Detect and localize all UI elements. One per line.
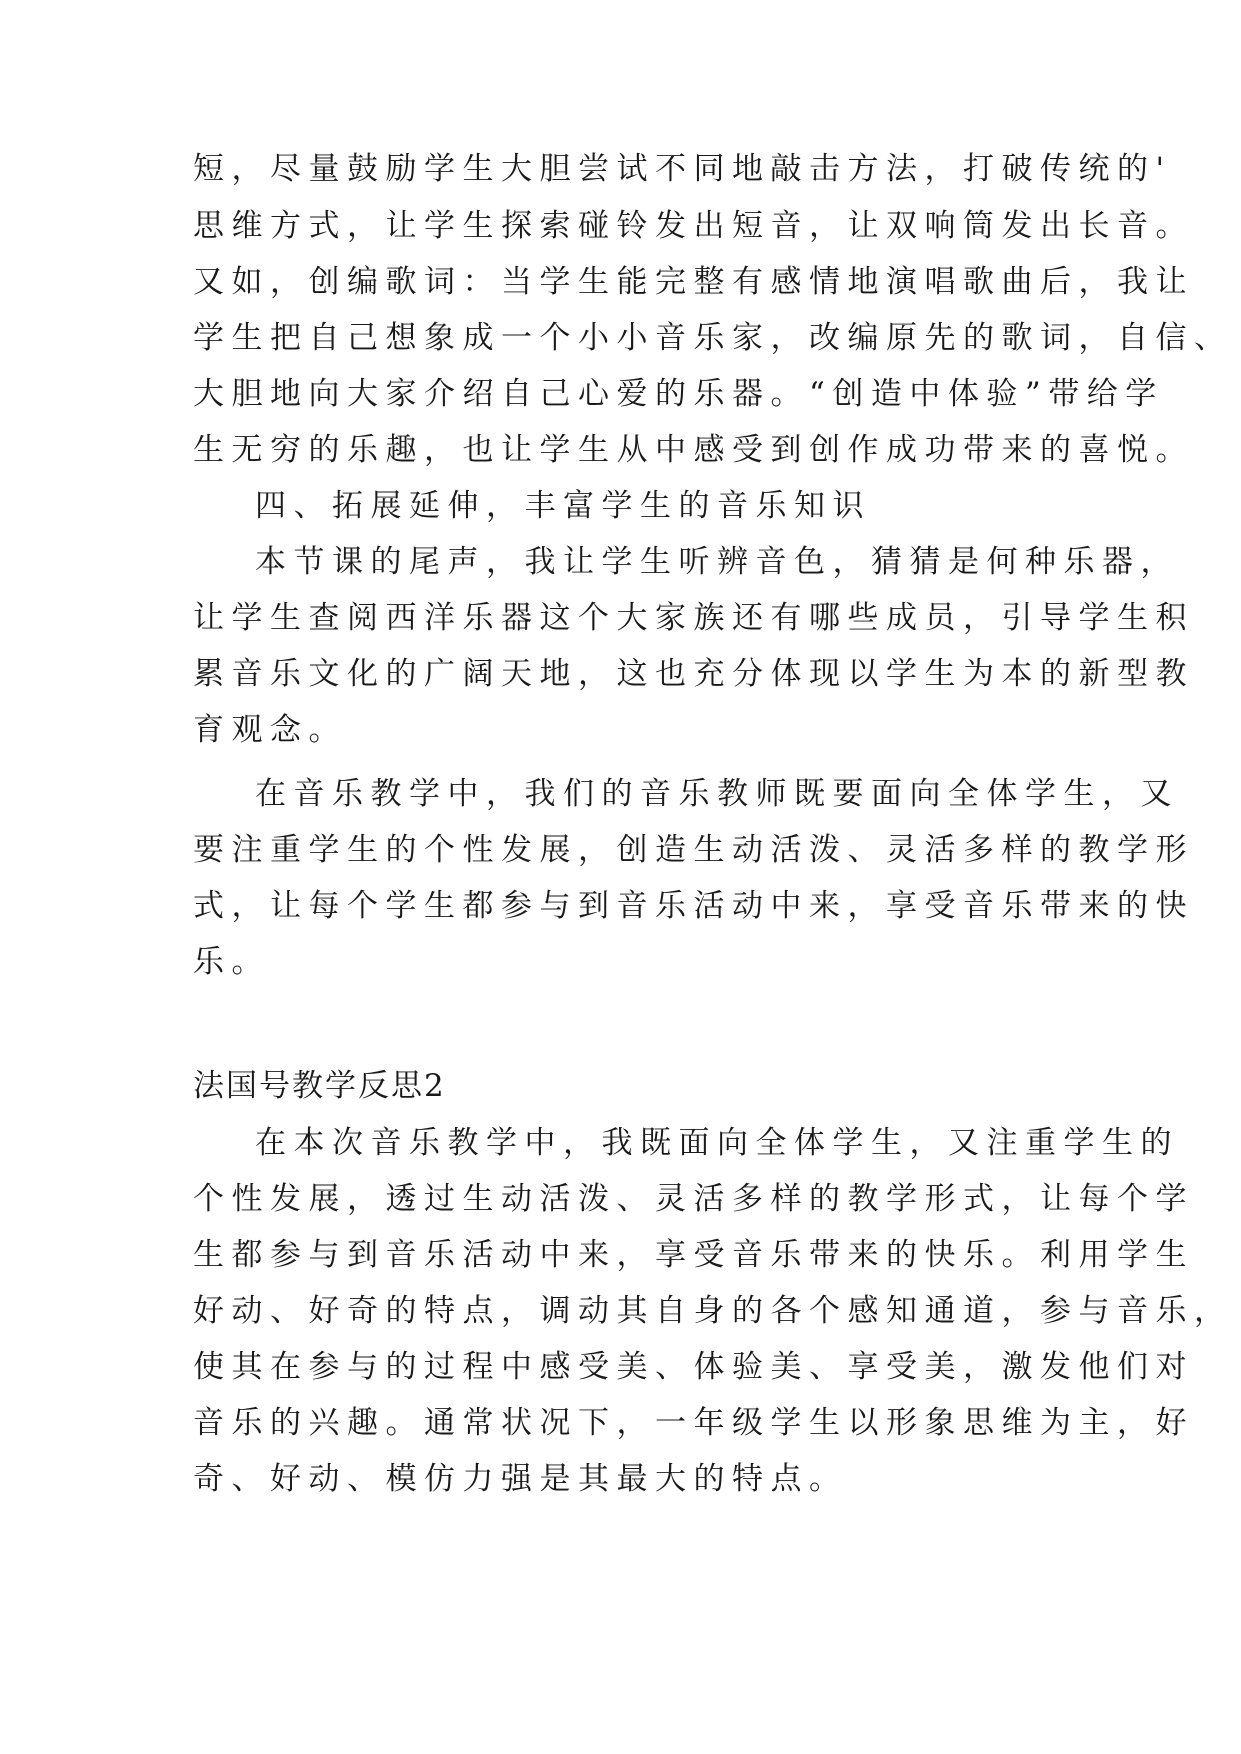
section-title: 法国号教学反思2	[193, 1068, 446, 1104]
paragraph-line: 生都参与到音乐活动中来，享受音乐带来的快乐。利用学生	[193, 1237, 1194, 1273]
paragraph-line: 在本次音乐教学中，我既面向全体学生，又注重学生的	[255, 1125, 1179, 1161]
paragraph-line: 使其在参与的过程中感受美、体验美、享受美，激发他们对	[193, 1349, 1194, 1385]
section-heading: 四、拓展延伸，丰富学生的音乐知识	[255, 488, 871, 524]
paragraph-line: 学生把自己想象成一个小小音乐家，改编原先的歌词，自信、	[193, 320, 1233, 356]
paragraph-line: 在音乐教学中，我们的音乐教师既要面向全体学生，又	[255, 776, 1179, 812]
paragraph-line: 思维方式，让学生探索碰铃发出短音，让双响筒发出长音。	[193, 208, 1194, 244]
paragraph-line: 让学生查阅西洋乐器这个大家族还有哪些成员，引导学生积	[193, 600, 1194, 636]
paragraph-line: 又如，创编歌词：当学生能完整有感情地演唱歌曲后，我让	[193, 264, 1194, 300]
paragraph-line: 要注重学生的个性发展，创造生动活泼、灵活多样的教学形	[193, 832, 1194, 868]
paragraph-line: 大胆地向大家介绍自己心爱的乐器。“创造中体验”带给学	[193, 376, 1164, 412]
paragraph-line: 式，让每个学生都参与到音乐活动中来，享受音乐带来的快	[193, 888, 1194, 924]
paragraph-line: 累音乐文化的广阔天地，这也充分体现以学生为本的新型教	[193, 656, 1194, 692]
paragraph-line: 乐。	[193, 944, 270, 980]
paragraph-line: 生无穷的乐趣，也让学生从中感受到创作成功带来的喜悦。	[193, 432, 1194, 468]
paragraph-line: 短，尽量鼓励学生大胆尝试不同地敲击方法，打破传统的'	[193, 151, 1172, 187]
paragraph-line: 音乐的兴趣。通常状况下，一年级学生以形象思维为主，好	[193, 1405, 1194, 1441]
paragraph-line: 奇、好动、模仿力强是其最大的特点。	[193, 1461, 848, 1497]
paragraph-line: 好动、好奇的特点，调动其自身的各个感知通道，参与音乐，	[193, 1293, 1233, 1329]
paragraph-line: 育观念。	[193, 712, 347, 748]
paragraph-line: 个性发展，透过生动活泼、灵活多样的教学形式，让每个学	[193, 1181, 1194, 1217]
paragraph-line: 本节课的尾声，我让学生听辨音色，猜猜是何种乐器，	[255, 544, 1179, 580]
